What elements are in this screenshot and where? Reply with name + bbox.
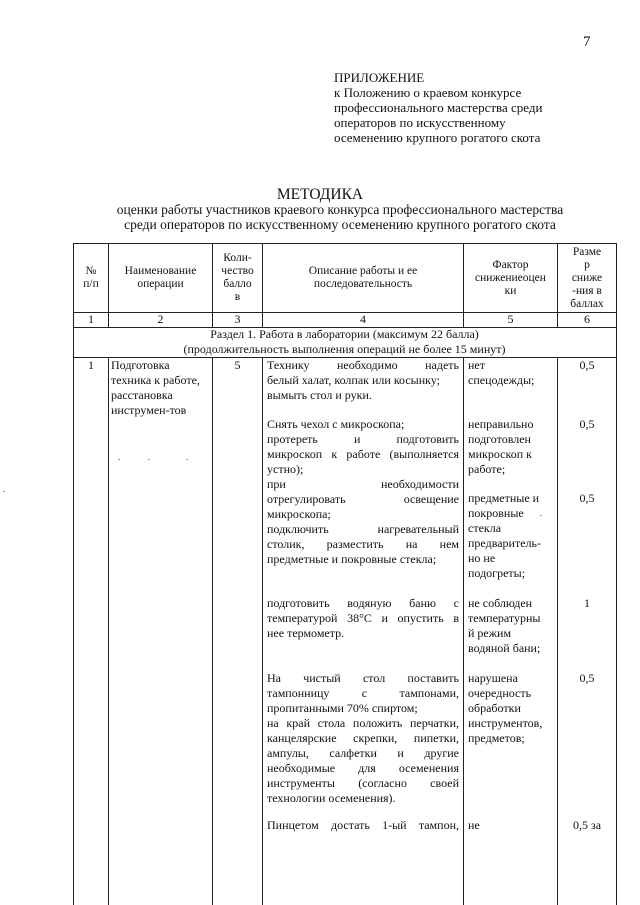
factor-line: подогреты;	[468, 566, 526, 580]
description-line: при необходимости	[267, 477, 459, 491]
scan-speck	[148, 459, 150, 460]
description-block	[267, 818, 459, 833]
reduction-score: 0,5	[579, 358, 595, 372]
description-line: микроскопа;	[267, 507, 331, 521]
scan-speck	[118, 459, 120, 460]
header-text: чество	[221, 265, 254, 277]
factor-line: покровные	[468, 506, 524, 520]
description-block	[267, 596, 459, 641]
appendix-line: профессионального мастерства среди	[334, 100, 543, 115]
operation-line: инструмен-тов	[111, 403, 187, 417]
factor-line: нарушена	[468, 671, 518, 685]
description-line: технологии осеменения).	[267, 791, 396, 805]
factor-line: подготовлен	[468, 432, 531, 446]
description-line: вымыть стол и руки.	[267, 388, 372, 402]
scan-speck	[186, 459, 188, 460]
page-number: 7	[583, 34, 591, 50]
description-line: необходимые для осеменения	[267, 761, 459, 775]
scan-speck	[3, 491, 5, 492]
description-line: подключить нагревательный	[267, 522, 459, 536]
appendix-heading	[334, 70, 542, 145]
description-block	[267, 358, 459, 403]
factor-line: работе;	[468, 462, 506, 476]
column-number: 1	[88, 312, 94, 326]
header-text: п/п	[83, 278, 99, 290]
header-reduction-factor	[464, 244, 557, 312]
description-line: предметные и покровные стекла;	[267, 552, 437, 566]
description-line: ампулы, салфетки и другие	[267, 746, 459, 760]
header-reduction-size	[558, 244, 616, 312]
reduction-factor	[468, 417, 556, 477]
scan-speck	[540, 515, 542, 516]
factor-line: но не	[468, 551, 496, 565]
subtitle-line: оценки работы участников краевого конкурса профессионального мастерства	[116, 202, 564, 217]
description-line: микроскоп к работе (выполняется	[267, 447, 459, 461]
appendix-line: к Положению о краевом конкурсе	[334, 85, 522, 100]
reduction-factor	[468, 491, 556, 581]
header-text: операции	[137, 278, 184, 290]
description-line: подготовить водяную баню с	[267, 596, 459, 610]
description-line: Технику необходимо надеть	[267, 358, 459, 372]
reduction-factor	[468, 818, 556, 833]
operation-name	[111, 358, 211, 418]
description-line: На чистый стол поставить	[267, 671, 459, 685]
factor-line: нет	[468, 358, 485, 372]
description-line: Пинцетом достать 1-ый тампон,	[267, 818, 459, 832]
document-title: МЕТОДИКА	[276, 186, 364, 203]
column-number: 2	[157, 312, 164, 326]
header-description	[263, 244, 463, 312]
section-line: Раздел 1. Работа в лаборатории (максимум 22 балла)	[210, 327, 479, 341]
header-text: Описание работы и ее	[308, 265, 418, 277]
description-block	[267, 417, 459, 567]
appendix-line: осеменению крупного рогатого скота	[334, 130, 541, 145]
header-text: Наименование	[124, 265, 197, 277]
factor-line: температурны	[468, 611, 541, 625]
document-subtitle	[60, 202, 620, 232]
operation-line: расстановка	[111, 388, 173, 402]
header-number	[74, 244, 108, 312]
header-text: сниже	[571, 271, 603, 284]
description-line: канцелярские скрепки, пипетки,	[267, 731, 459, 745]
reduction-score: 0,5	[579, 491, 595, 505]
factor-line: предваритель-	[468, 536, 541, 550]
header-text: снижениеоцен	[475, 271, 546, 284]
description-line: температурой 38°С и опустить в	[267, 611, 459, 625]
description-line: протереть и подготовить	[267, 432, 459, 446]
description-line: Снять чехол с микроскопа;	[267, 417, 405, 431]
factor-line: обработки	[468, 701, 521, 715]
header-text: ки	[504, 284, 517, 297]
factor-line: водяной бани;	[468, 641, 541, 655]
description-line: инструменты (согласно своей	[267, 776, 459, 790]
factor-line: микроскоп к	[468, 447, 532, 461]
description-line: пропитанными 70% спиртом;	[267, 701, 418, 715]
factor-line: стекла	[468, 521, 502, 535]
header-operation-name	[109, 244, 212, 312]
factor-line: инструментов,	[468, 716, 543, 730]
header-points	[213, 244, 262, 312]
header-text: Фактор	[492, 258, 529, 271]
reduction-score: 0,5	[579, 671, 595, 685]
factor-line: предметов;	[468, 731, 525, 745]
column-number: 5	[507, 312, 514, 326]
description-line: отрегулировать освещение	[267, 492, 459, 506]
header-text: -ния в	[572, 284, 602, 297]
operation-line: техника к работе,	[111, 373, 200, 387]
factor-line: предметные и	[468, 491, 540, 505]
header-text: Разме	[572, 245, 602, 258]
factor-line: не соблюден	[468, 596, 533, 610]
header-text: Коли-	[223, 252, 252, 264]
reduction-score: 0,5 за	[572, 818, 602, 832]
reduction-factor	[468, 596, 556, 656]
row-number: 1	[88, 358, 94, 372]
header-text: последовательность	[313, 278, 413, 290]
reduction-score: 1	[584, 596, 590, 610]
description-line: белый халат, колпак или косынку;	[267, 373, 440, 387]
row-points: 5	[234, 358, 241, 372]
subtitle-line: среди операторов по искусственному осеменению крупного рогатого скота	[124, 217, 556, 232]
section-line: (продолжительность выполнения операций не более 15 минут)	[183, 342, 506, 356]
column-number: 6	[584, 312, 590, 326]
factor-line: не	[468, 818, 480, 832]
column-number: 4	[360, 312, 366, 326]
header-text: №	[85, 265, 97, 277]
description-line: на край стола положить перчатки,	[267, 716, 459, 730]
description-line: столик, разместить на нем	[267, 537, 459, 551]
description-line: тампонницу с тампонами,	[267, 686, 459, 700]
column-number: 3	[234, 312, 241, 326]
factor-line: й режим	[468, 626, 512, 640]
factor-line: спецодежды;	[468, 373, 535, 387]
header-text: в	[234, 291, 241, 303]
reduction-factor	[468, 358, 556, 388]
appendix-line: ПРИЛОЖЕНИЕ	[334, 70, 425, 85]
reduction-factor	[468, 671, 556, 746]
factor-line: неправильно	[468, 417, 534, 431]
operation-line: Подготовка	[111, 358, 170, 372]
description-block	[267, 671, 459, 806]
reduction-score: 0,5	[579, 417, 595, 431]
appendix-line: операторов по искусственному	[334, 115, 506, 130]
factor-line: очередность	[468, 686, 532, 700]
header-text: р	[584, 258, 590, 271]
description-line: нее термометр.	[267, 626, 345, 640]
description-line: устно);	[267, 462, 304, 476]
header-text: баллах	[570, 297, 604, 310]
section-heading	[73, 327, 616, 357]
header-text: балло	[223, 278, 252, 290]
